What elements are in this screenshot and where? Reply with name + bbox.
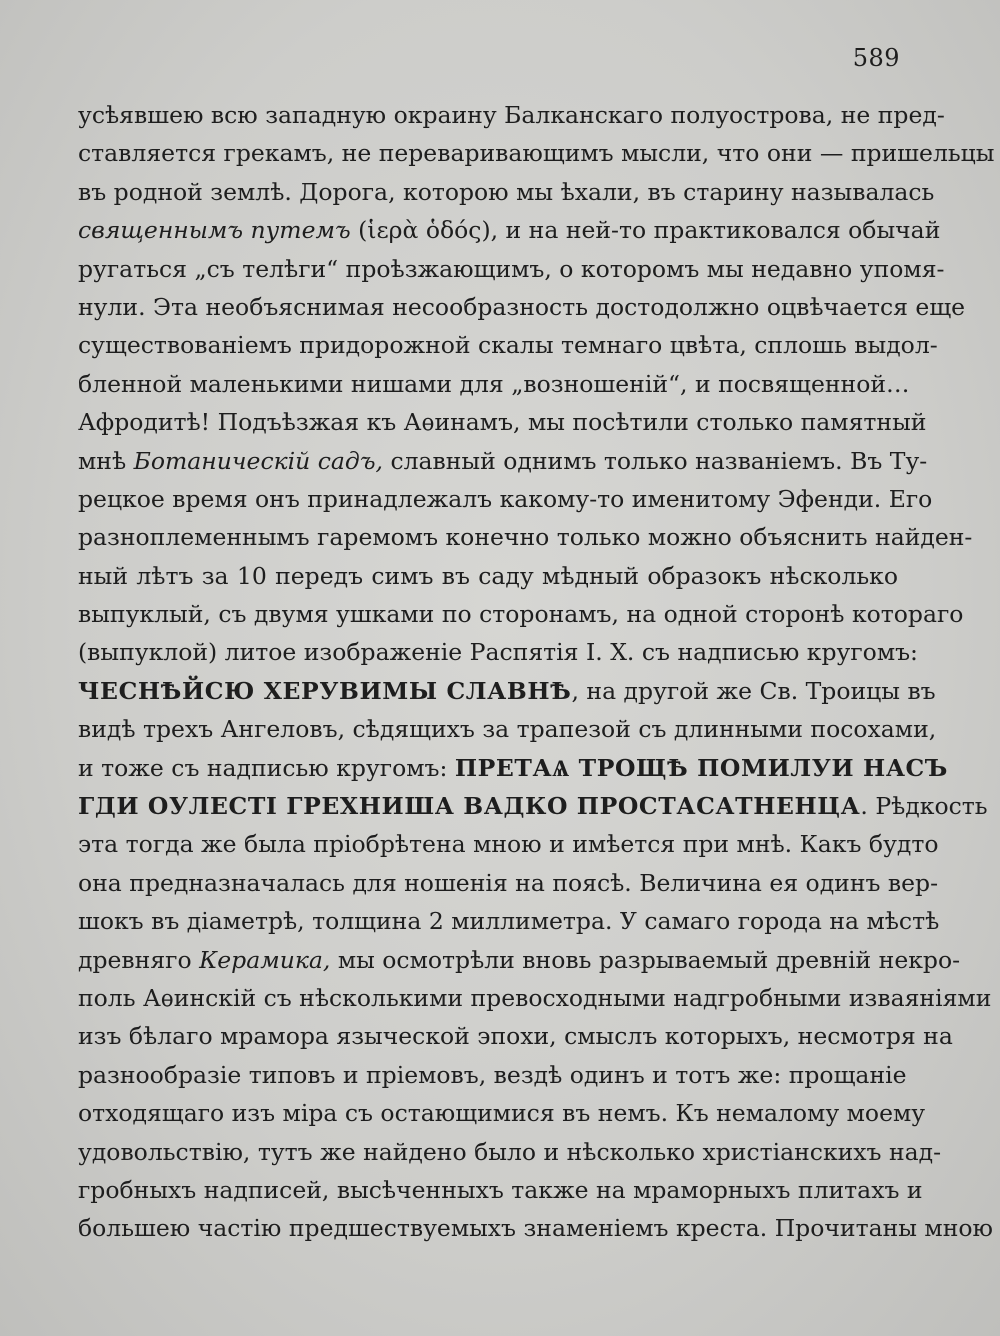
text-line xyxy=(78,403,927,441)
text-line xyxy=(78,557,898,595)
text-segment: шокъ въ діаметрѣ, толщина 2 миллиметра. У самаго города на мѣстѣ xyxy=(78,907,940,936)
text-line xyxy=(78,1056,907,1094)
text-segment: ставляется грекамъ, не переваривающимъ мысли, что они — пришельцы xyxy=(78,139,995,168)
church-slavonic-inscription: ГДИ ОУЛЕСТІ ГРЕХНИША ВАДКО ПРОСТАСАТНЕНЦА xyxy=(78,792,861,821)
text-segment: (ἱερὰ ὁδός), и на ней-то практиковался обычай xyxy=(350,216,941,245)
italic-text: Керамика, xyxy=(199,945,331,974)
text-line xyxy=(78,1017,953,1055)
text-line xyxy=(78,672,936,710)
text-segment: разноплеменнымъ гаремомъ конечно только можно объяснить найден- xyxy=(78,523,973,552)
text-line xyxy=(78,825,939,863)
text-line xyxy=(78,365,910,403)
text-segment: она предназначалась для ношенія на поясѣ. Величина ея одинъ вер- xyxy=(78,868,939,897)
text-segment: усѣявшею всю западную окраину Балканскаго полуострова, не пред- xyxy=(78,101,945,129)
body-text xyxy=(78,96,995,1248)
text-line xyxy=(78,1171,923,1209)
text-segment: существованіемъ придорожной скалы темнаго цвѣта, сплошь выдол- xyxy=(78,331,938,360)
text-segment: удовольствію, тутъ же найдено было и нѣсколько христіанскихъ над- xyxy=(78,1137,942,1166)
text-line xyxy=(78,250,945,288)
text-line xyxy=(78,134,995,172)
text-line xyxy=(78,1209,993,1247)
church-slavonic-inscription: ЧЕСНѢЙСЮ ХЕРУВИМЫ СЛАВНѢ xyxy=(78,676,572,705)
text-segment: мы осмотрѣли вновь разрываемый древній некро- xyxy=(330,945,961,974)
text-segment: мнѣ xyxy=(78,446,134,475)
italic-text: Ботаническій садъ, xyxy=(133,446,383,475)
text-line xyxy=(78,518,973,556)
text-segment: . Рѣдкость xyxy=(860,792,988,821)
text-line xyxy=(78,1133,942,1171)
text-segment: видѣ трехъ Ангеловъ, сѣдящихъ за трапезой съ длинными посохами, xyxy=(78,715,937,744)
text-segment: рецкое время онъ принадлежалъ какому-то именитому Эфенди. Его xyxy=(78,484,933,513)
text-line xyxy=(78,979,992,1017)
text-segment: нули. Эта необъяснимая несообразность достодолжно оцвѣчается еще xyxy=(78,292,966,321)
text-line xyxy=(78,211,941,249)
italic-text: священнымъ путемъ xyxy=(78,216,351,245)
text-line xyxy=(78,1094,926,1132)
text-segment: въ родной землѣ. Дорога, которою мы ѣхали, въ старину называлась xyxy=(78,177,935,206)
text-line xyxy=(78,480,933,518)
text-segment: славный однимъ только названіемъ. Въ Ту- xyxy=(382,446,928,475)
text-line xyxy=(78,864,939,902)
text-segment: выпуклый, съ двумя ушками по сторонамъ, на одной сторонѣ котораго xyxy=(78,600,964,629)
text-line xyxy=(78,902,940,940)
text-segment: ругаться „съ телѣги“ проѣзжающимъ, о которомъ мы недавно упомя- xyxy=(78,254,945,283)
text-line xyxy=(78,288,966,326)
text-line xyxy=(78,595,964,633)
text-segment: эта тогда же была пріобрѣтена мною и имѣется при мнѣ. Какъ будто xyxy=(78,830,939,859)
text-line xyxy=(78,442,928,480)
text-line xyxy=(78,710,937,748)
text-line xyxy=(78,326,938,364)
text-segment: древняго xyxy=(78,945,200,974)
text-line xyxy=(78,941,961,979)
text-line xyxy=(78,633,918,671)
text-segment: гробныхъ надписей, высѣченныхъ также на мраморныхъ плитахъ и xyxy=(78,1175,923,1204)
text-segment: Афродитѣ! Подъѣзжая къ Аѳинамъ, мы посѣтили столько памятный xyxy=(78,408,927,437)
text-segment: поль Аѳинскій съ нѣсколькими превосходными надгробными изваяніями xyxy=(78,983,992,1012)
text-segment: разнообразіе типовъ и пріемовъ, вездѣ одинъ и тотъ же: прощаніе xyxy=(78,1060,907,1089)
text-line xyxy=(78,787,988,825)
text-segment: бленной маленькими нишами для „возношеній“, и посвященной… xyxy=(78,369,910,398)
text-segment: отходящаго изъ міра съ остающимися въ немъ. Къ немалому моему xyxy=(78,1099,926,1128)
text-line xyxy=(78,749,948,787)
text-segment: и тоже съ надписью кругомъ: xyxy=(78,753,455,782)
text-segment: изъ бѣлаго мрамора языческой эпохи, смыслъ которыхъ, несмотря на xyxy=(78,1022,953,1051)
text-segment: большею частію предшествуемыхъ знаменіемъ креста. Прочитаны мною xyxy=(78,1214,993,1243)
church-slavonic-inscription: ПРЕТАѦ ТРОЩѢ ПОМИЛУИ НАСЪ xyxy=(454,753,948,782)
page-number: 589 xyxy=(852,44,900,72)
text-line xyxy=(78,96,945,134)
text-line xyxy=(78,173,935,211)
text-segment: ный лѣтъ за 10 передъ симъ въ саду мѣдный образокъ нѣсколько xyxy=(78,561,898,590)
text-segment: (выпуклой) литое изображеніе Распятія І. Х. съ надписью кругомъ: xyxy=(78,638,918,667)
text-segment: , на другой же Св. Троицы въ xyxy=(571,676,936,705)
